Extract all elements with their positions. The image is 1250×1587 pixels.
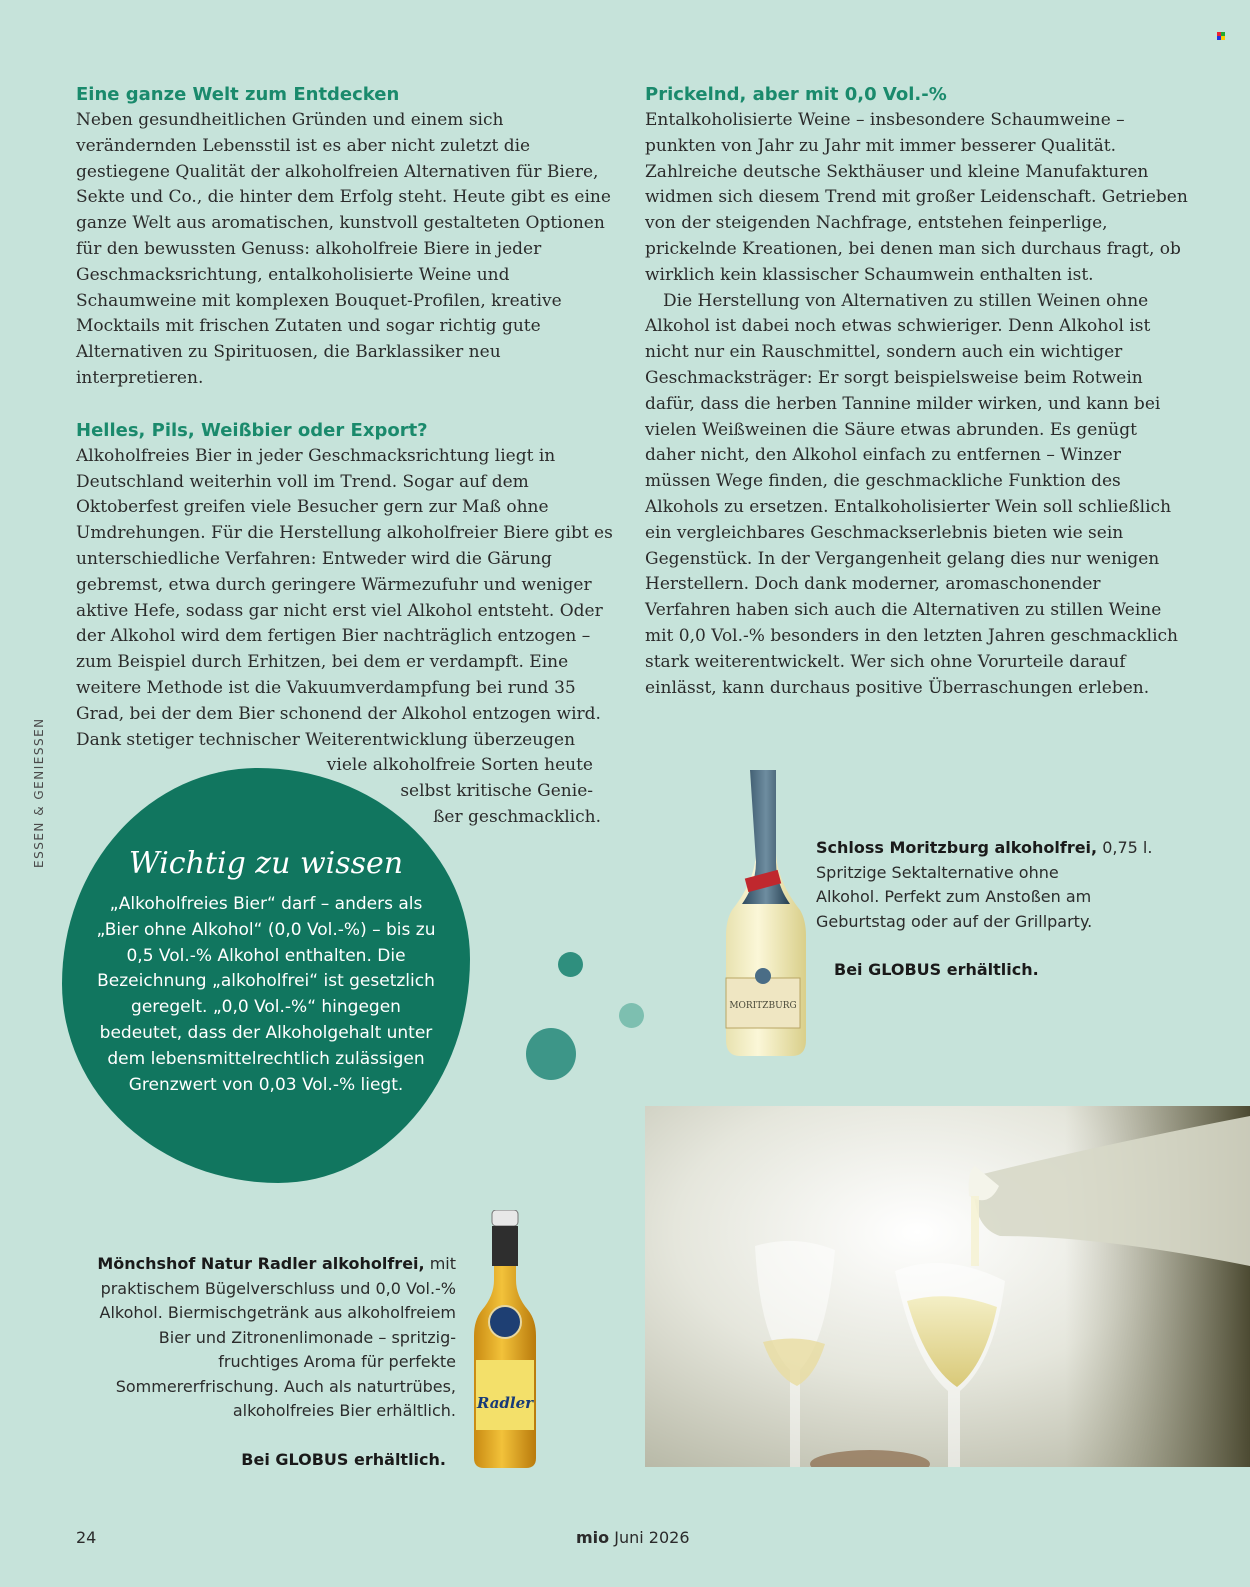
- page-number: 24: [76, 1528, 97, 1547]
- sekt-product-size: 0,75 l.: [1097, 838, 1153, 857]
- beer-text-tail-2: selbst kritische Genie-: [400, 781, 593, 802]
- section-side-label: ESSEN & GENIESSEN: [32, 717, 46, 868]
- section-heading-beer: Helles, Pils, Weißbier oder Export?: [76, 419, 428, 441]
- magazine-name: mio: [576, 1528, 610, 1547]
- beer-text-main: Alkoholfreies Bier in jeder Geschmacksrichtung liegt in Deutschland weiterhin voll im Trend. Sogar auf dem Oktoberfest greifen viele Besucher gern zur Maß ohne Umdrehungen. Für die Herstellung alkoholfreier Biere gibt es unterschiedliche Verfahren: Entweder wird die Gärung gebremst, etwa durch geringere Wärmezufuhr und weniger aktive Hefe, sodass gar nicht erst viel Alkohol entsteht. Oder der Alkohol wird dem fertigen Bier nachträglich entzogen – zum Beispiel durch Erhitzen, bei dem er verdampft. Eine weitere Methode ist die Vakuumverdampfung bei rund 35 Grad, bei der dem Bier schonend der Alkohol entzogen wird. Dank stetiger technischer Weiterentwicklung überzeugen: [76, 445, 613, 750]
- sekt-availability: Bei GLOBUS erhältlich.: [834, 960, 1039, 979]
- sekt-product-name: Schloss Moritzburg alkoholfrei,: [816, 838, 1098, 857]
- sparkling-wine-photo: [645, 1106, 1250, 1467]
- info-box-title: Wichtig zu wissen: [128, 846, 404, 881]
- radler-availability: Bei GLOBUS erhältlich.: [241, 1449, 446, 1469]
- radler-label-text: Radler: [476, 1394, 534, 1412]
- beer-text-tail-3: ßer geschmacklich.: [433, 806, 601, 827]
- decorative-dot-small: [558, 952, 583, 977]
- sekt-caption: [816, 836, 1236, 983]
- sparkling-paragraph-2: Die Herstellung von Alternativen zu stillen Weinen ohne Alkohol ist dabei noch etwas schwieriger. Denn Alkohol ist nicht nur ein Rauschmittel, sondern auch ein wichtiger Geschmacksträger: Er sorgt beispielsweise beim Rotwein dafür, dass die herben Tannine milder wirken, und kann bei vielen Weißweinen die Säure etwas abrunden. Es genügt daher nicht, den Alkohol einfach zu entfernen – Winzer müssen Wege finden, die geschmackliche Funktion des Alkohols zu ersetzen. Entalkoholisierter Wein soll schließlich ein vergleichbares Geschmackserlebnis bieten wie sein Gegenstück. In der Vergangenheit gelang dies nur wenigen Herstellern. Doch dank moderner, aromaschonender Verfahren haben sich auch die Alternativen zu stillen Weine mit 0,0 Vol.-% besonders in den letzten Jahren geschmacklich stark weiterentwickelt. Wer sich ohne Vorurteile darauf einlässt, kann durchaus positive Überraschungen erleben.: [645, 290, 1178, 698]
- info-box: [62, 768, 470, 1183]
- decorative-dot-large: [526, 1028, 576, 1080]
- magazine-issue: [576, 1528, 690, 1547]
- sekt-product-desc: Spritzige Sektalternative ohne Alkohol. Perfekt zum Anstoßen am Geburtstag oder auf der Grillparty.: [816, 862, 1093, 931]
- sparkling-paragraph-1: Entalkoholisierte Weine – insbesondere Schaumweine – punkten von Jahr zu Jahr mit immer besserer Qualität. Zahlreiche deutsche Sekthäuser und kleine Manufakturen widmen sich diesem Trend mit großer Leidenschaft. Getrieben von der steigenden Nachfrage, entstehen feinperlige, prickelnde Kreationen, bei denen man sich durchaus fragt, ob wirklich kein klassischer Schaumwein enthalten ist.: [645, 110, 1188, 285]
- sekt-bottle-image: [720, 770, 812, 1056]
- section-heading-world: Eine ganze Welt zum Entdecken: [76, 84, 400, 105]
- section-text-world: Neben gesundheitlichen Gründen und einem sich verändernden Lebensstil ist es aber nicht zuletzt die gestiegene Qualität der alkoholfreien Alternativen für Biere, Sekte und Co., die hinter dem Erfolg steht. Heute gibt es eine ganze Welt aus aromatischen, kunstvoll gestalteten Optionen für den bewussten Genuss: alkoholfreie Biere in jeder Geschmacksrichtung, entalkoholisierte Weine und Schaumweine mit komplexen Bouquet-Profilen, kreative Mocktails mit frischen Zutaten und sogar richtig gute Alternativen zu Spirituosen, die Barklassiker neu interpretieren.: [76, 110, 611, 388]
- magazine-date: Juni 2026: [609, 1528, 690, 1547]
- radler-bottle-image: [470, 1210, 540, 1470]
- beer-text-tail-1: viele alkoholfreie Sorten heute: [326, 755, 593, 776]
- corner-color-mark: [1217, 32, 1225, 40]
- radler-product-desc: mit praktischem Bügelverschluss und 0,0 Vol.-% Alkohol. Biermischgetränk aus alkoholfreiem Bier und Zitronenlimonade – spritzig-fruchtiges Aroma für perfekte Sommererfrischung. Auch als naturtrübes, alkoholfreies Bier erhältlich.: [99, 1254, 456, 1420]
- radler-product-name: Mönchshof Natur Radler alkoholfrei,: [97, 1254, 425, 1273]
- decorative-dot-light: [619, 1003, 644, 1028]
- info-box-text: „Alkoholfreies Bier“ darf – anders als „Bier ohne Alkohol“ (0,0 Vol.-%) – bis zu 0,5 Vol.-% Alkohol enthalten. Die Bezeichnung „alkoholfrei“ ist gesetzlich geregelt. „0,0 Vol.-%“ hingegen bedeutet, dass der Alkoholgehalt unter dem lebensmittelrechtlich zulässigen Grenzwert von 0,03 Vol.-% liegt.: [96, 894, 436, 1095]
- left-column: [76, 82, 621, 831]
- section-heading-sparkling: Prickelnd, aber mit 0,0 Vol.-%: [645, 84, 947, 105]
- right-column: [645, 82, 1190, 701]
- radler-caption: [80, 1252, 456, 1472]
- sekt-label-text: MORITZBURG: [729, 1001, 797, 1011]
- section-text-beer: [76, 444, 621, 831]
